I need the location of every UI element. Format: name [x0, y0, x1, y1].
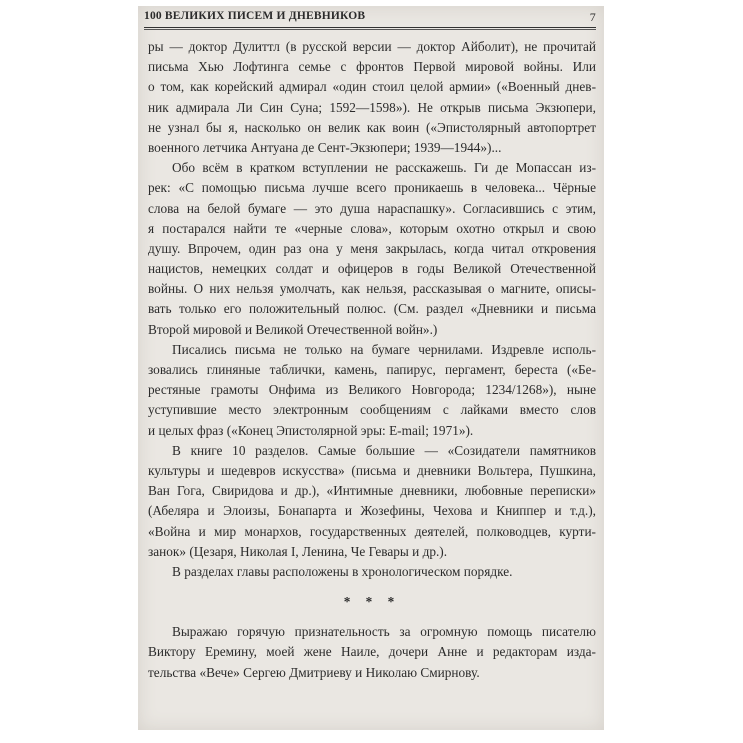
text-line: ник адмирала Ли Син Суна; 1592—1598»). Не открыв письма Экзюпери, [148, 99, 596, 115]
text-line: занок» (Цезаря, Николая I, Ленина, Че Гевары и др.). [148, 543, 448, 559]
section-separator: * * * [343, 594, 401, 610]
page-number: 7 [589, 10, 596, 24]
text-line: ры — доктор Дулиттл (в русской версии — доктор Айболит), не прочитай [148, 39, 596, 54]
body-text [148, 37, 596, 683]
spacer [148, 582, 596, 592]
text-line: уступившие место электронным сообщениям с лайками вместо слов [148, 402, 596, 418]
text-line: культуры и шедевров искусства» (письма и дневники Вольтера, Пушкина, [148, 462, 596, 478]
text-line: рек: «С помощью письма лучше всего проникаешь в человека... Чёрные [148, 180, 596, 196]
text-line: тельства «Вече» Сергею Дмитриеву и Николаю Смирнову. [148, 664, 480, 680]
text-line: о том, как корейский адмирал «один стоил целой армии» («Военный днев- [148, 79, 596, 95]
text-line: В разделах главы расположены в хронологическом порядке. [172, 563, 513, 579]
text-line: нацистов, немецких солдат и офицеров в годы Великой Отечественной [148, 261, 596, 277]
text-line: Выражаю горячую признательность за огромную помощь писателю [172, 624, 596, 640]
text-line: я постарался найти те «черные слова», которым охотно открыл и свою [148, 220, 596, 236]
text-line: рестяные грамоты Онфима из Великого Новгорода; 1234/1268»), ныне [148, 382, 596, 398]
running-title: 100 ВЕЛИКИХ ПИСЕМ И ДНЕВНИКОВ [144, 10, 366, 22]
text-line: вать только его положительный полюс. (См. раздел «Дневники и письма [148, 301, 596, 317]
text-line: письма Хью Лофтинга семье с фронтов Первой мировой войны. Или [148, 59, 596, 75]
text-line: военного летчика Антуана де Сент-Экзюпери; 1939—1944»)... [148, 139, 502, 155]
text-line: «Война и мир монархов, государственных деятелей, полководцев, курти- [148, 523, 596, 539]
text-line: зовались глиняные таблички, камень, папирус, пергамент, береста («Бе- [148, 362, 596, 377]
header-rule [144, 27, 596, 30]
text-line: Ван Гога, Свиридова и др.), «Интимные дневники, любовные переписки» [148, 483, 596, 499]
text-line: Второй мировой и Великой Отечественной войн».) [148, 321, 438, 337]
text-line: В книге 10 разделов. Самые большие — «Созидатели памятников [172, 442, 596, 458]
text-line: Виктору Еремину, моей жене Наиле, дочери Анне и редакторам изда- [148, 644, 596, 660]
text-line: душу. Впрочем, один раз она у меня закрылась, когда читал откровения [148, 240, 596, 256]
text-line: войны. О них нельзя умолчать, как нельзя, рассказывая о магните, описы- [148, 281, 596, 297]
spacer [148, 612, 596, 622]
text-line: Писались письма не только на бумаге чернилами. Издревле исполь- [172, 341, 596, 357]
text-line: слова на белой бумаге — это душа нараспашку». Согласившись с этим, [148, 200, 596, 216]
running-header [144, 10, 596, 26]
text-line: не узнал бы я, насколько он велик как воин («Эпистолярный автопортрет [148, 119, 596, 135]
text-line: и целых фраз («Конец Эпистолярной эры: E-mail; 1971»). [148, 422, 474, 438]
text-line: Обо всём в кратком вступлении не расскажешь. Ги де Мопассан из- [172, 160, 596, 176]
text-line: (Абеляра и Элоизы, Бонапарта и Жозефины, Чехова и Книппер и т.д.), [148, 503, 596, 519]
